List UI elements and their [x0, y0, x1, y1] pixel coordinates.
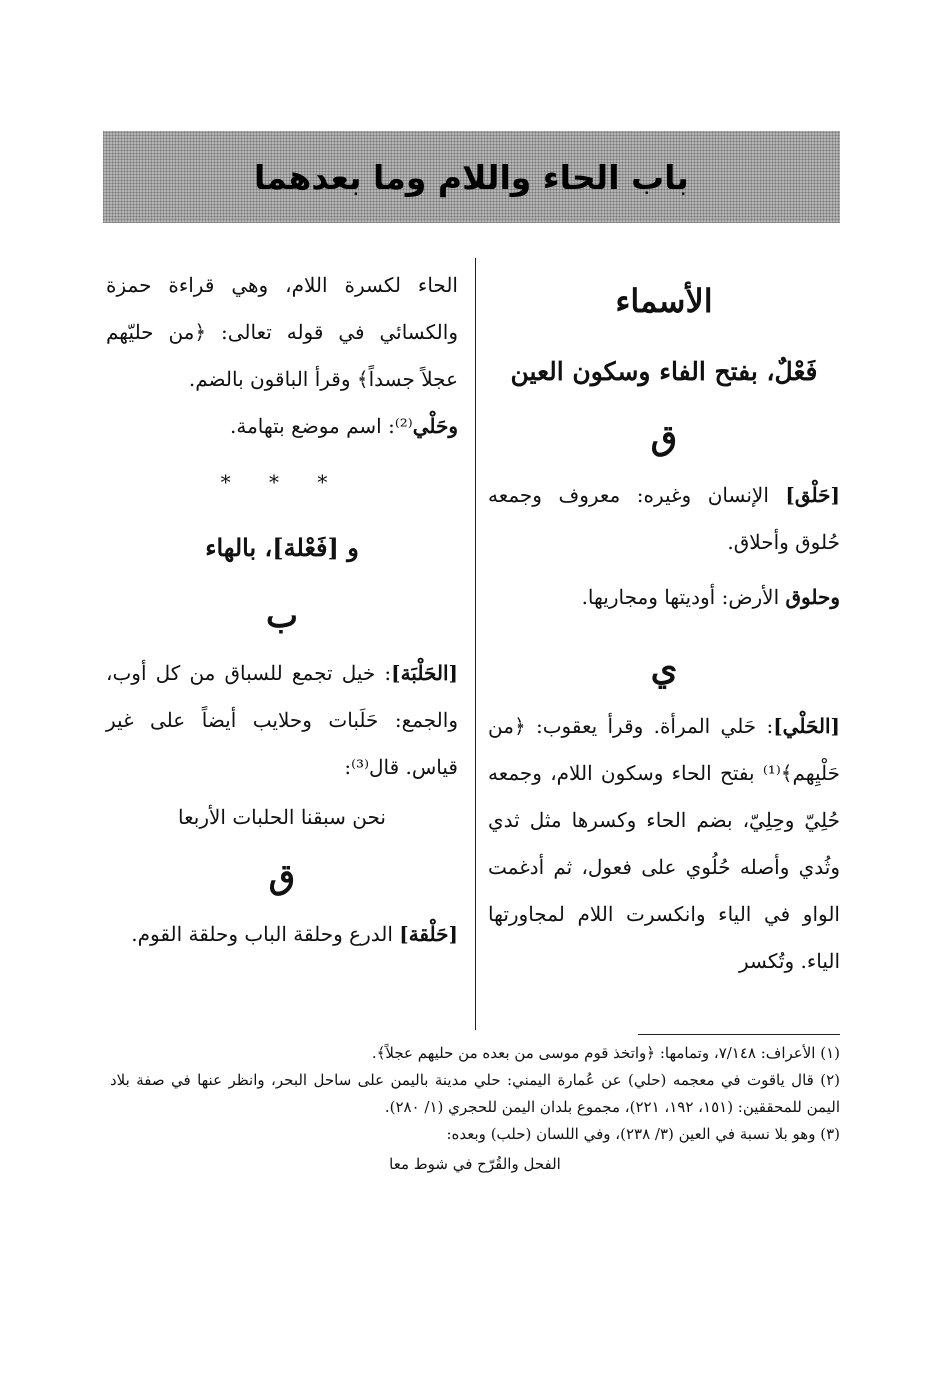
letter-heading-q: ق [650, 418, 678, 458]
entry-lemma: [حَلْق] [785, 483, 840, 507]
entry-text: الدرع وحلقة الباب وحلقة القوم. [131, 922, 400, 946]
left-column [106, 262, 458, 958]
continued-text: الحاء لكسرة اللام، وهي قراءة حمزة والكسائي في قوله تعالى: ﴿من حليّهم عجلاً جسداً﴾ وقرأ الباقون بالضم. [106, 273, 458, 391]
entry-text: الأرض: أوديتها ومجاريها. [581, 585, 786, 609]
chapter-banner [103, 131, 840, 223]
poetry-verse: نحن سبقنا الحلبات الأربعا [178, 805, 386, 829]
letter-heading-b: ب [265, 596, 298, 636]
pattern-heading: فَعْلٌ، بفتح الفاء وسكون العين [510, 357, 818, 386]
right-column [488, 262, 840, 985]
chapter-title: باب الحاء واللام وما بعدهما [254, 157, 689, 197]
footnote-3: (٣) وهو بلا نسبة في العين (٣/ ٢٣٨)، وفي اللسان (حلب) وبعده: [446, 1125, 840, 1143]
entry-lemma: [حَلْقة] [399, 922, 458, 946]
entry-halba [106, 650, 458, 791]
letter-heading-y: ي [650, 649, 678, 689]
entry-lemma: [الحَلْبَة] [391, 661, 458, 685]
entry-text: : حَلي المرأة. وقرأ يعقوب: ﴿من حَلْيِهم﴾⁽¹⁾ بفتح الحاء وسكون اللام، وجمعه حُلِيّ وحِلِيّ، بضم الحاء وكسرها مثل ثدي وثُدي وأصله حُلُوي على فعول، ثم أدغمت الواو في الياء وانكسرت اللام لمجاورتها الياء. وتُكسر [488, 714, 840, 973]
footnotes [110, 1040, 840, 1178]
entry-text: ⁽²⁾: اسم موضع بتهامة. [230, 414, 413, 438]
footnote-1: (١) الأعراف: ٧/١٤٨، وتمامها: ﴿واتخذ قوم موسى من بعده من حليهم عجلاً﴾. [371, 1044, 840, 1062]
column-divider [475, 258, 476, 1030]
footnote-verse: الفحل والقُرّح في شوط معا [389, 1155, 561, 1173]
entry-hali [488, 703, 840, 985]
letter-heading-q: ق [268, 857, 296, 897]
separator-stars: * * * [220, 470, 344, 494]
entry-halqa [106, 911, 458, 958]
entry-halq [488, 472, 840, 566]
entry-lemma: وحلوق [785, 585, 840, 609]
pattern-subheading: و [فَعْلة]، بالهاء [205, 533, 359, 562]
entry-lemma: [الحَلْي] [773, 714, 840, 738]
section-title: الأسماء [615, 282, 713, 320]
entry-text: : خيل تجمع للسباق من كل أوب، والجمع: حَلَبات وحلايب أيضاً على غير قياس. قال⁽³⁾: [106, 661, 458, 779]
entry-text: الإنسان وغيره: معروف وجمعه حُلوق وأحلاق. [488, 483, 840, 554]
footnote-2: (٢) قال ياقوت في معجمه (حلي) عن عُمارة اليمني: حلي مدينة باليمن على ساحل البحر، وانظر عنها في صفة بلاد اليمن للمحققين: (١٥١، ١٩٢، ٢٢١)، مجموع بلدان اليمن للحجري (١/ ٢٨٠). [110, 1071, 840, 1116]
entry-lemma: وحَلْي [412, 414, 458, 438]
entry-hulooq [488, 574, 840, 621]
footnote-rule [638, 1034, 840, 1035]
entry-hali-place [106, 403, 458, 450]
